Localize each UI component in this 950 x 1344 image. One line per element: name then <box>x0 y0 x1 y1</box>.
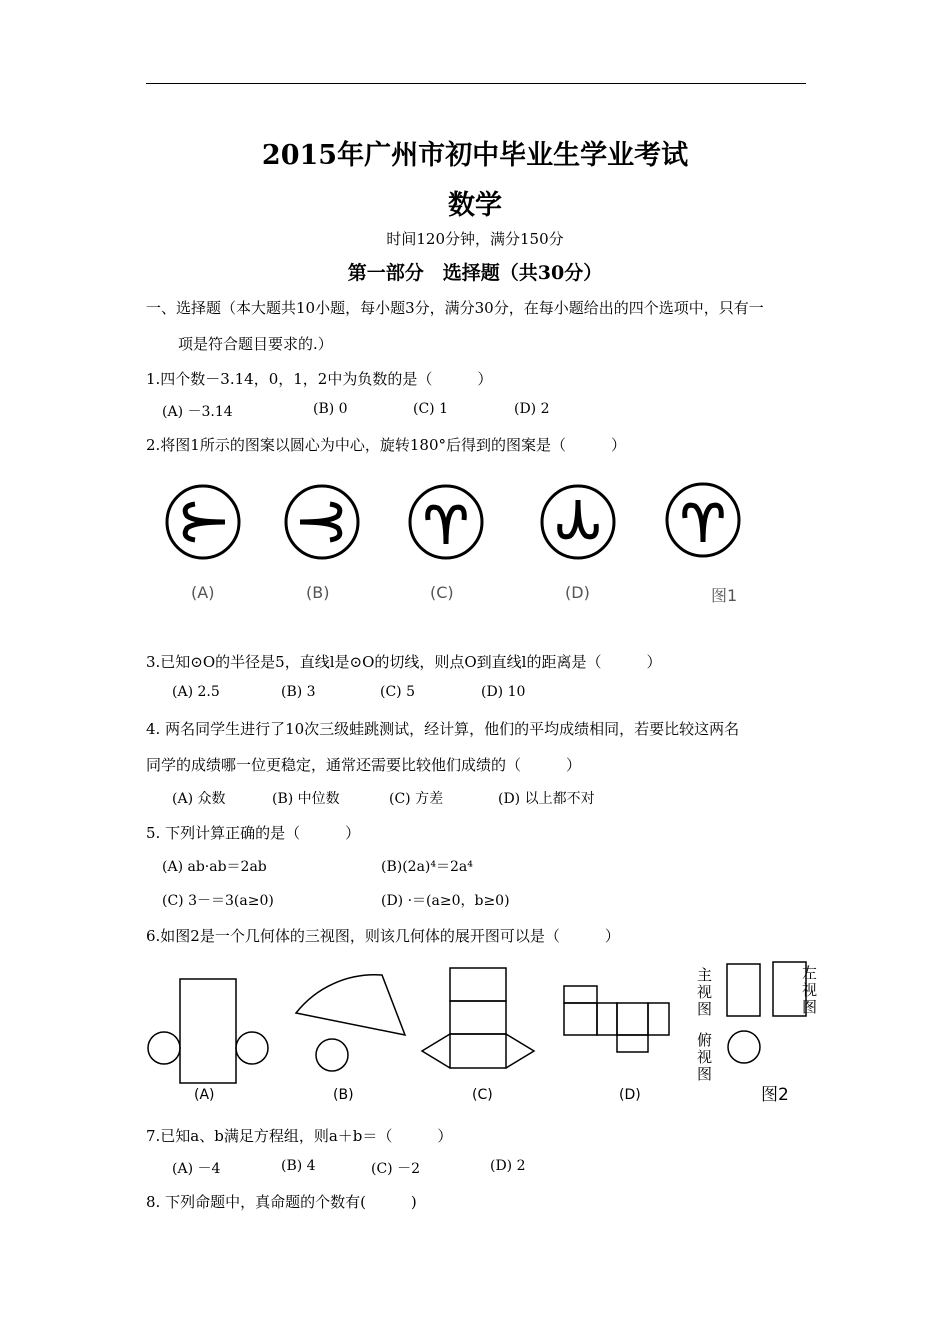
q7-option-b: (B) 4 <box>281 1158 316 1174</box>
q6-label-fig2: 图2 <box>761 1085 789 1105</box>
q6-figure-c <box>422 968 534 1068</box>
q7-option-c: (C) －2 <box>371 1161 420 1177</box>
q6-label-c: (C) <box>472 1087 493 1103</box>
q2-label-a: (A) <box>191 583 215 602</box>
q8-stem: 8. 下列命题中，真命题的个数有( ) <box>146 1193 417 1211</box>
q1-option-d: (D) 2 <box>514 401 550 417</box>
q2-label-b: (B) <box>306 583 330 602</box>
subject-title: 数学 <box>448 190 502 221</box>
q3-option-d: (D) 10 <box>481 684 526 700</box>
q4-stem-line1: 4. 两名同学生进行了10次三级蛙跳测试，经计算，他们的平均成绩相同，若要比较这两名 <box>146 720 740 738</box>
q4-option-a: (A) 众数 <box>172 791 226 807</box>
q2-label-d: (D) <box>565 583 590 602</box>
q3-option-c: (C) 5 <box>380 684 415 700</box>
q2-label-fig1: 图1 <box>711 586 738 605</box>
q3-option-b: (B) 3 <box>281 684 316 700</box>
q5-option-c: (C) 3－＝3(a≥0) <box>162 893 274 909</box>
q2-label-c: (C) <box>430 583 454 602</box>
q6-figure-d <box>564 986 669 1052</box>
q6-figure-a <box>148 979 268 1083</box>
section-intro-line2: 项是符合题目要求的.） <box>178 335 333 353</box>
q7-option-a: (A) －4 <box>172 1161 221 1177</box>
q3-option-a: (A) 2.5 <box>172 684 220 700</box>
q1-stem: 1.四个数－3.14，0，1，2中为负数的是（ ） <box>146 370 493 388</box>
exam-title: 2015年广州市初中毕业生学业考试 <box>261 140 689 171</box>
q1-option-b: (B) 0 <box>313 401 348 417</box>
q2-stem: 2.将图1所示的图案以圆心为中心，旋转180°后得到的图案是（ ） <box>146 436 626 454</box>
q6-label-d: (D) <box>619 1087 641 1103</box>
q3-stem: 3.已知⊙O的半径是5，直线l是⊙O的切线，则点O到直线l的距离是（ ） <box>146 653 662 671</box>
q4-option-b: (B) 中位数 <box>272 791 340 807</box>
q6-figure-b <box>296 975 405 1071</box>
time-info: 时间120分钟，满分150分 <box>386 230 564 248</box>
q6-view-label-top: 俯视图 <box>697 1031 713 1083</box>
q6-view-label-front: 主视图 <box>697 966 713 1018</box>
q4-option-d: (D) 以上都不对 <box>498 791 595 807</box>
q5-option-b: (B)(2a)⁴＝2a⁴ <box>381 859 473 875</box>
q6-view-label-left: 左视图 <box>802 964 818 1016</box>
q7-option-d: (D) 2 <box>490 1158 526 1174</box>
q6-stem: 6.如图2是一个几何体的三视图，则该几何体的展开图可以是（ ） <box>146 927 620 945</box>
q6-label-b: (B) <box>333 1087 354 1103</box>
section-intro-line1: 一、选择题（本大题共10小题，每小题3分，满分30分，在每小题给出的四个选项中，只有一 <box>146 299 764 317</box>
q4-option-c: (C) 方差 <box>389 791 444 807</box>
q7-stem: 7.已知a、b满足方程组，则a＋b＝（ ） <box>146 1127 453 1145</box>
q6-label-a: (A) <box>194 1087 215 1103</box>
q1-option-c: (C) 1 <box>413 401 448 417</box>
q1-option-a: (A) －3.14 <box>162 404 233 420</box>
q5-stem: 5. 下列计算正确的是（ ） <box>146 824 361 842</box>
q5-option-d: (D) ·＝(a≥0，b≥0) <box>381 893 510 909</box>
q6-three-views <box>727 962 806 1063</box>
q5-option-a: (A) ab·ab＝2ab <box>162 859 267 875</box>
part-title: 第一部分 选择题（共30分） <box>347 262 603 284</box>
q4-stem-line2: 同学的成绩哪一位更稳定，通常还需要比较他们成绩的（ ） <box>146 756 582 774</box>
